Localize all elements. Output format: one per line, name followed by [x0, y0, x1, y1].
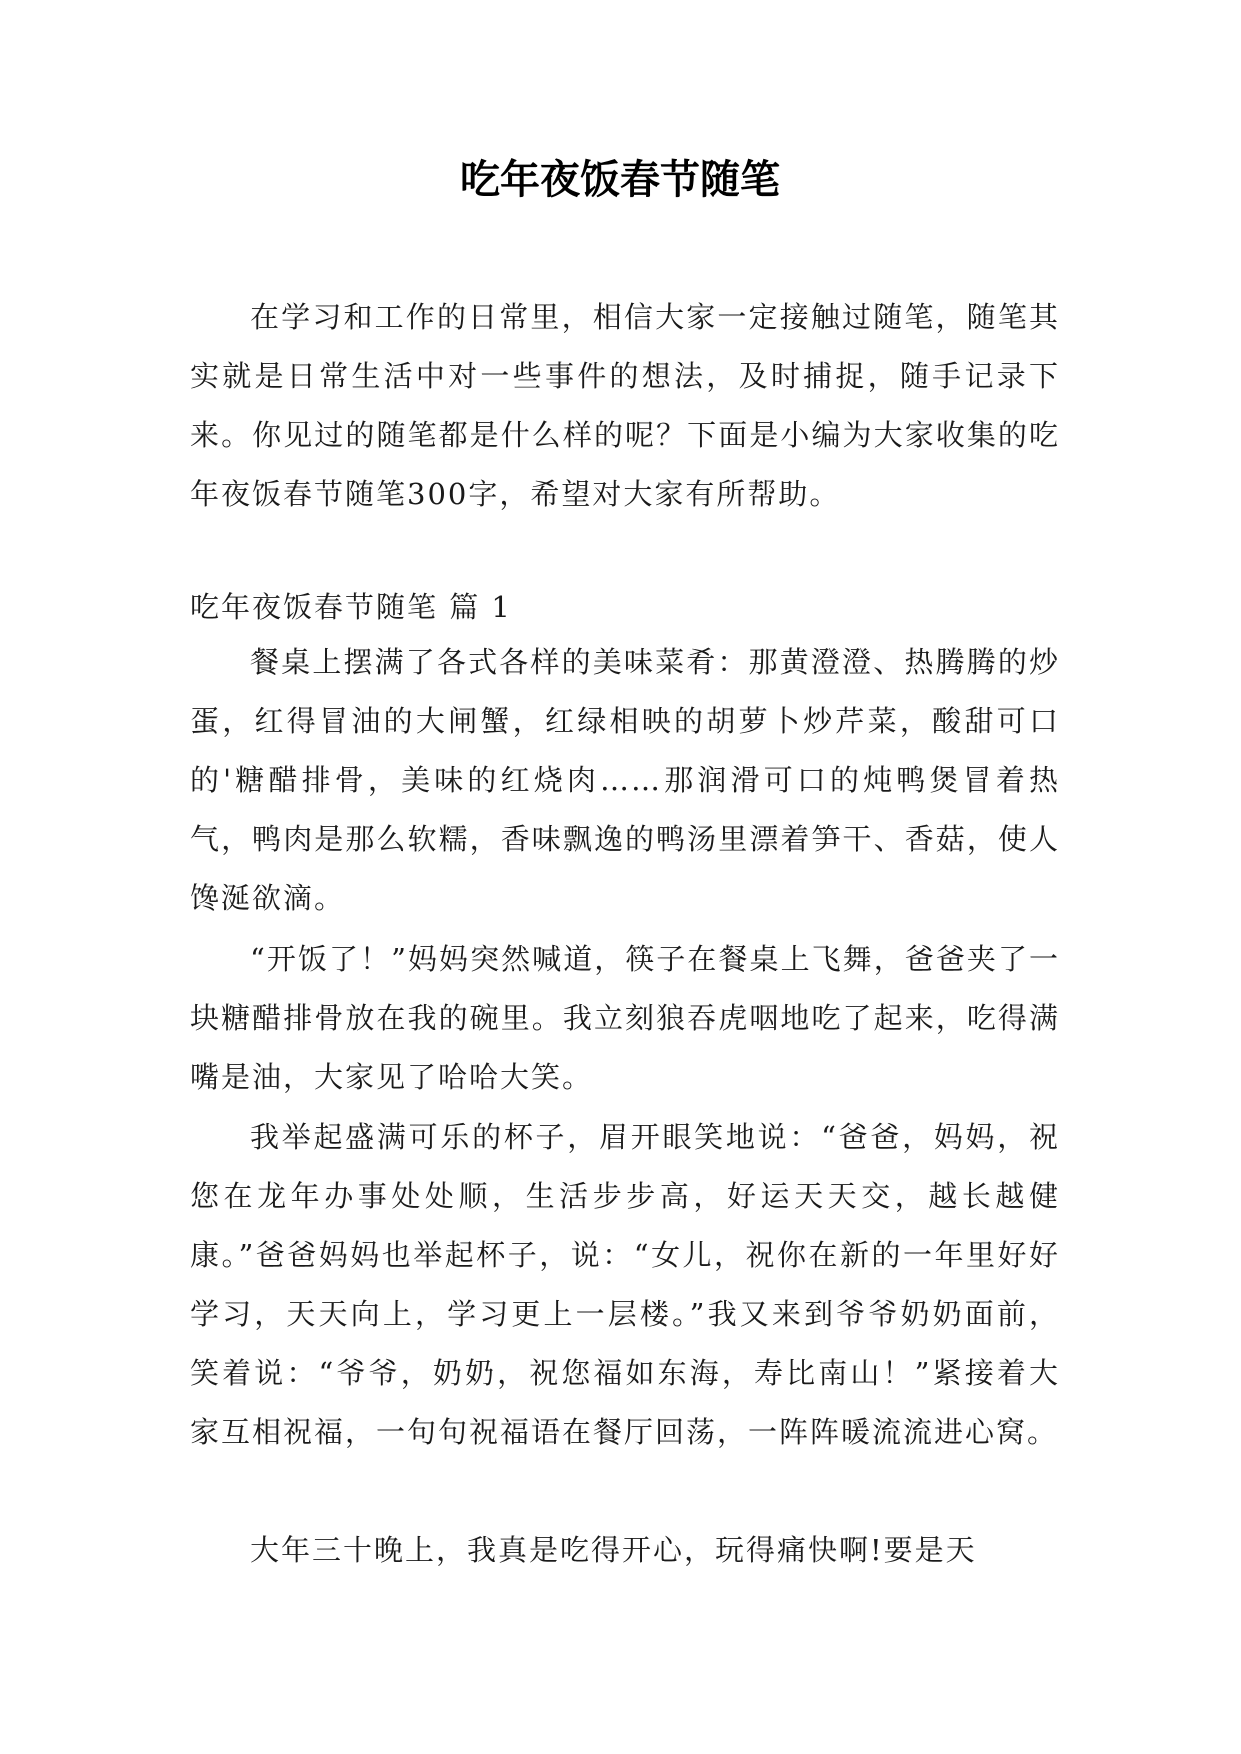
body-paragraph: “开饭了！”妈妈突然喊道，筷子在餐桌上飞舞，爸爸夹了一块糖醋排骨放在我的碗里。我立刻狼吞虎咽地吃了起来，吃得满嘴是油，大家见了哈哈大笑。 — [190, 942, 1060, 1094]
page-title: 吃年夜饭春节随笔 — [460, 157, 780, 203]
body-paragraph: 我举起盛满可乐的杯子，眉开眼笑地说：“爸爸，妈妈，祝您在龙年办事处处顺，生活步步高，好运天天交，越长越健康。”爸爸妈妈也举起杯子，说：“女儿，祝你在新的一年里好好学习，天天向上，学习更上一层楼。”我又来到爷爷奶奶面前，笑着说：“爷爷，奶奶，祝您福如东海，寿比南山！”紧接着大家互相祝福，一句句祝福语在餐厅回荡，一阵阵暖流流进心窝。 — [190, 1120, 1060, 1449]
body-paragraph: 大年三十晚上，我真是吃得开心，玩得痛快啊!要是天 — [250, 1533, 977, 1567]
section-heading: 吃年夜饭春节随笔 篇 1 — [190, 590, 512, 624]
body-paragraph: 餐桌上摆满了各式各样的美味菜肴：那黄澄澄、热腾腾的炒蛋，红得冒油的大闸蟹，红绿相映的胡萝卜炒芹菜，酸甜可口的'糖醋排骨，美味的红烧肉……那润滑可口的炖鸭煲冒着热气，鸭肉是那么软糯，香味飘逸的鸭汤里漂着笋干、香菇，使人馋涎欲滴。 — [190, 645, 1060, 915]
intro-paragraph: 在学习和工作的日常里，相信大家一定接触过随笔，随笔其实就是日常生活中对一些事件的想法，及时捕捉，随手记录下来。你见过的随笔都是什么样的呢？下面是小编为大家收集的吃年夜饭春节随笔300字，希望对大家有所帮助。 — [190, 300, 1060, 511]
